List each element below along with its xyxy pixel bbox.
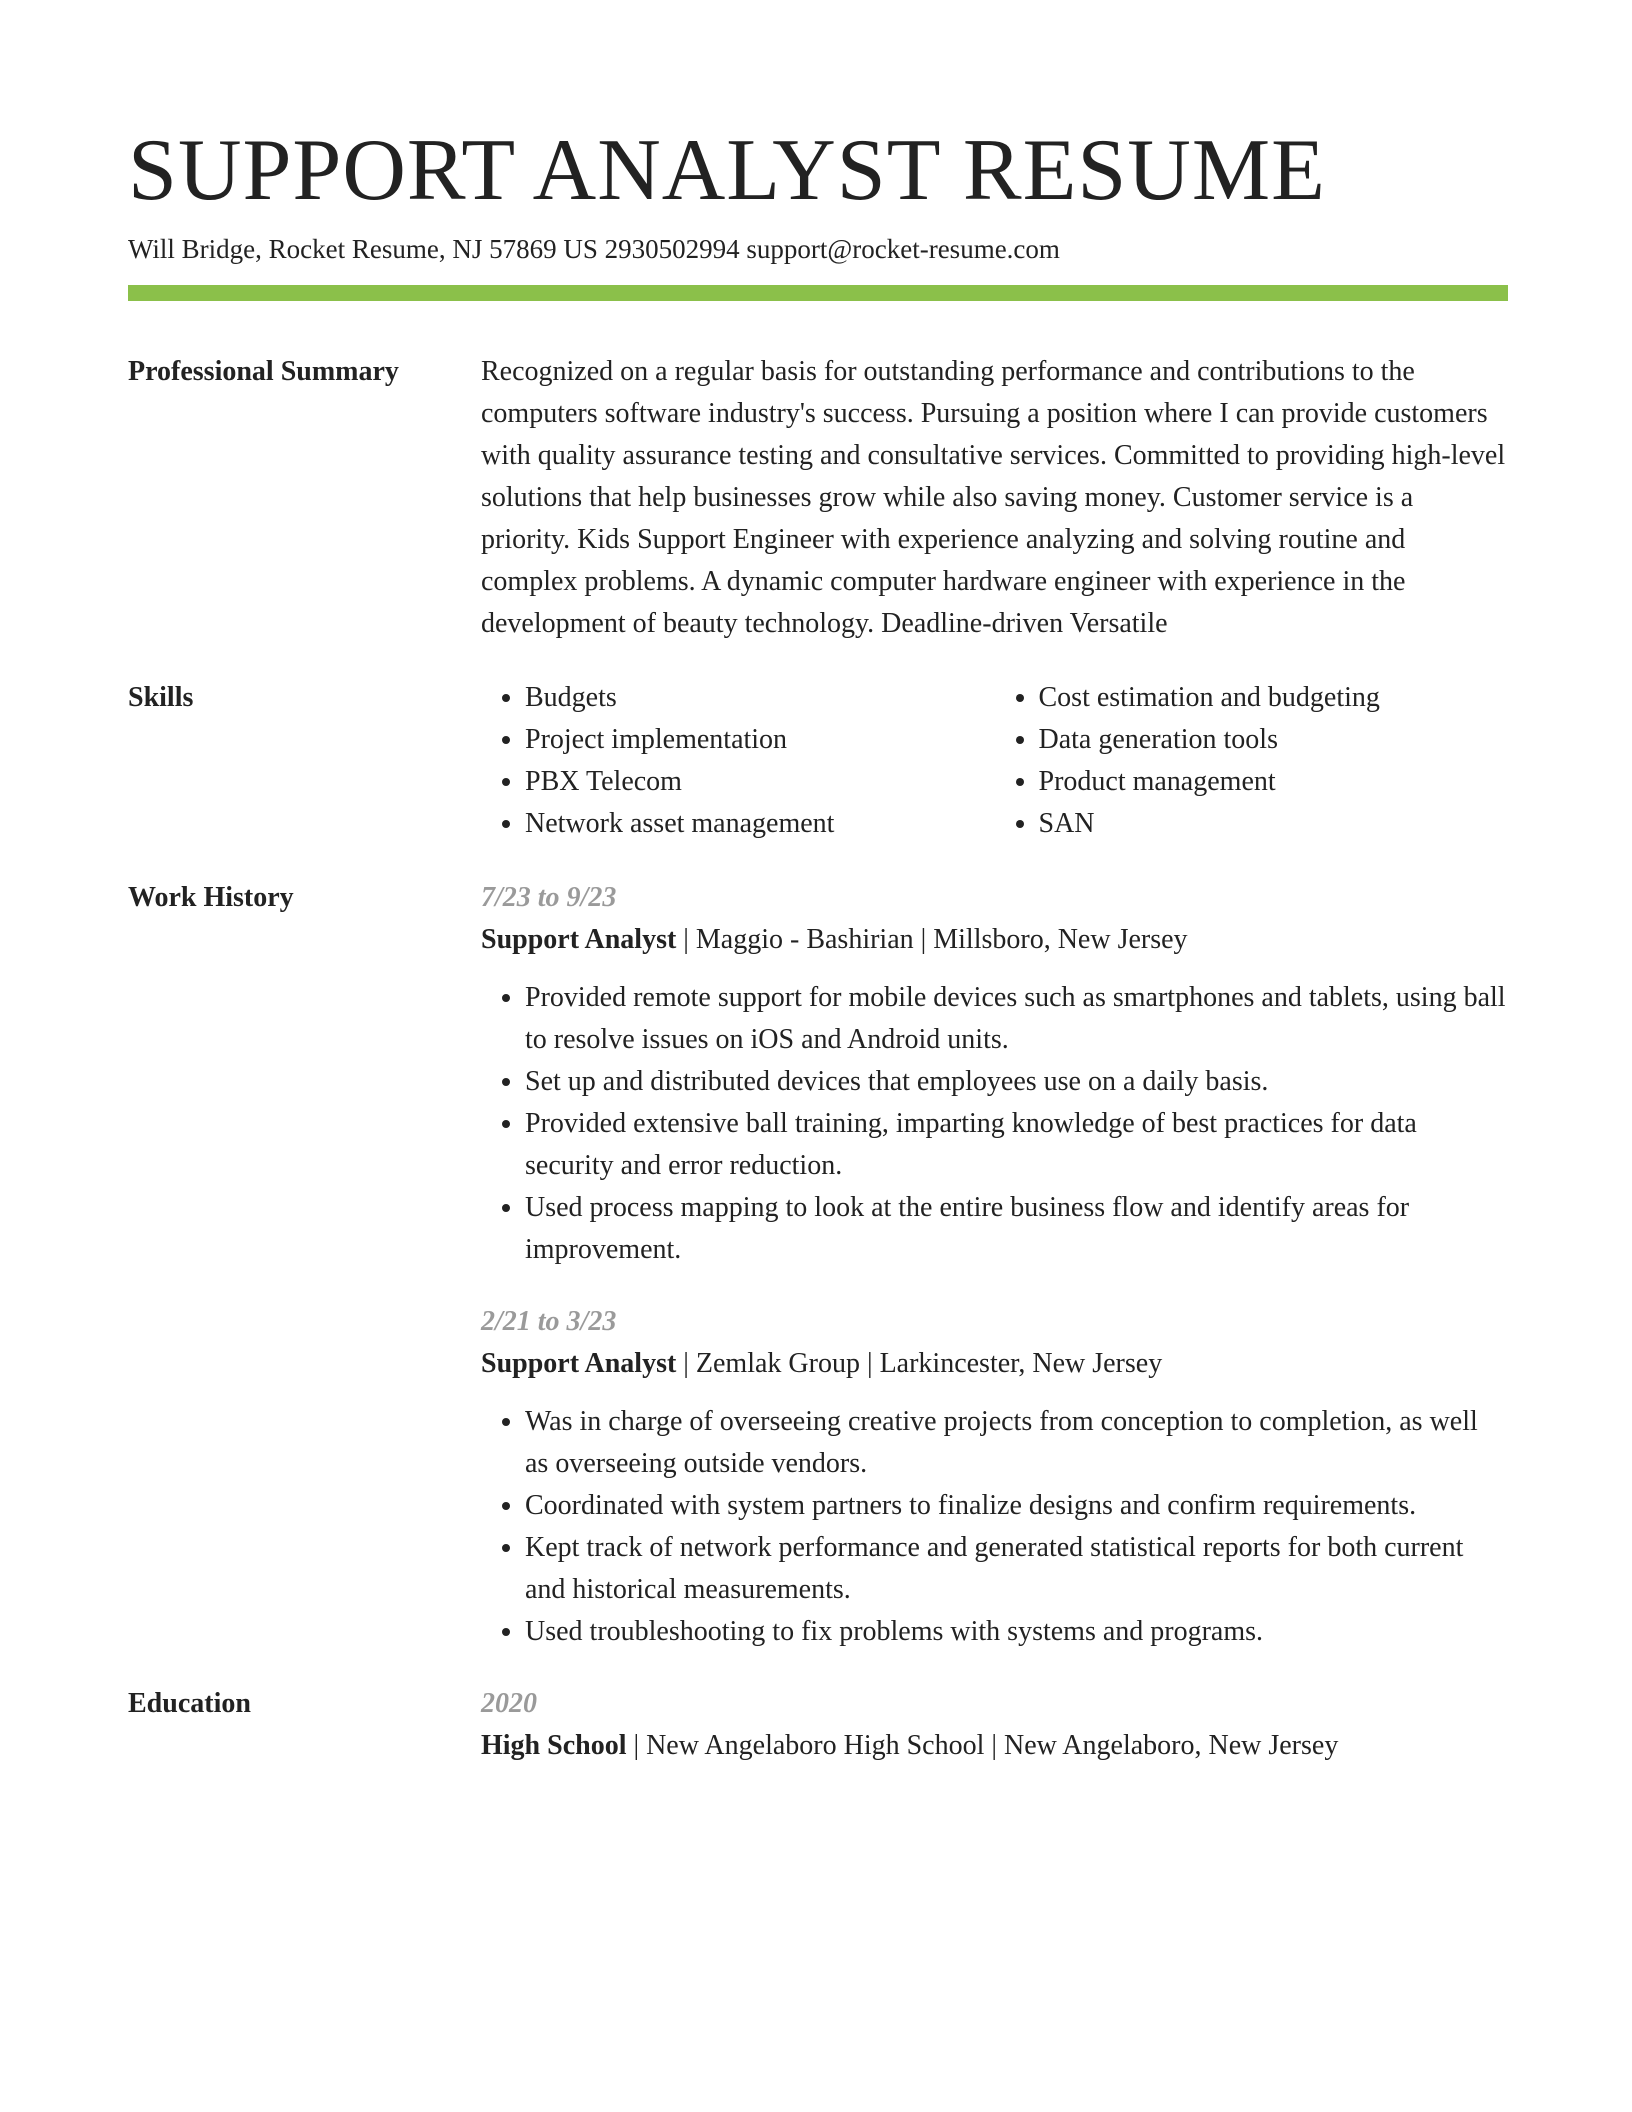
job-bullet: • Was in charge of overseeing creative projects from conception to completion, as well as overseeing outside vendors. — [525, 1401, 1508, 1485]
job-bullets — [481, 977, 1508, 1271]
job-role: Support Analyst — [481, 924, 677, 955]
job-title-line — [481, 919, 1508, 961]
contact-email: support@rocket-resume.com — [746, 234, 1060, 264]
skills-section — [128, 677, 1508, 845]
job-dates: 7/23 to 9/23 — [481, 882, 617, 913]
header-divider — [128, 285, 1508, 301]
job-bullet: • Used troubleshooting to fix problems with systems and programs. — [525, 1611, 1508, 1653]
education-section — [128, 1683, 1508, 1767]
job-details: | Zemlak Group | Larkincester, New Jersey — [676, 1348, 1163, 1379]
contact-phone: 2930502994 — [604, 234, 740, 264]
skills-grid — [481, 677, 1508, 845]
skill-item: • SAN — [1039, 803, 1509, 845]
job-bullet: • Kept track of network performance and generated statistical reports for both current and historical measurements. — [525, 1527, 1508, 1611]
page-title: SUPPORT ANALYST RESUME — [128, 122, 1326, 219]
section-label-summary: Professional Summary — [128, 356, 399, 387]
education-year: 2020 — [481, 1688, 537, 1719]
education-body — [481, 1683, 1508, 1767]
summary-section — [128, 351, 1508, 645]
job-bullet: • Provided extensive ball training, imparting knowledge of best practices for data security and error reduction. — [525, 1103, 1508, 1187]
summary-text: Recognized on a regular basis for outstanding performance and contributions to the computers software industry's success. Pursuing a position where I can provide customers with quality assurance testing and consultative services. Committed to providing high-level solutions that help businesses grow while also saving money. Customer service is a priority. Kids Support Engineer with experience analyzing and solving routine and complex problems. A dynamic computer hardware engineer with experience in the development of beauty technology. Deadline-driven Versatile — [481, 356, 1506, 639]
skill-item: • Cost estimation and budgeting — [1039, 677, 1509, 719]
job-details: | Maggio - Bashirian | Millsboro, New Jersey — [676, 924, 1188, 955]
skill-item: • Project implementation — [525, 719, 995, 761]
section-label-work-history: Work History — [128, 882, 294, 913]
contact-name: Will Bridge, — [128, 234, 262, 264]
skill-item: • PBX Telecom — [525, 761, 995, 803]
section-label-education: Education — [128, 1688, 251, 1719]
education-line — [481, 1725, 1508, 1767]
skill-item: • Product management — [1039, 761, 1509, 803]
job-dates: 2/21 to 3/23 — [481, 1306, 617, 1337]
job-bullet: • Set up and distributed devices that employees use on a daily basis. — [525, 1061, 1508, 1103]
work-history-section — [128, 877, 1508, 1653]
skill-item: • Data generation tools — [1039, 719, 1509, 761]
skills-column-right — [995, 677, 1509, 845]
skill-item: • Budgets — [525, 677, 995, 719]
job-role: Support Analyst — [481, 1348, 677, 1379]
job-entry — [481, 1301, 1508, 1653]
education-details: | New Angelaboro High School | New Angelaboro, New Jersey — [626, 1730, 1339, 1761]
contact-location: Rocket Resume, NJ 57869 US — [268, 234, 598, 264]
job-bullets — [481, 1401, 1508, 1653]
section-label-skills: Skills — [128, 682, 194, 713]
job-entry — [481, 877, 1508, 1271]
skills-body — [481, 677, 1508, 845]
skill-item: • Network asset management — [525, 803, 995, 845]
job-bullet: • Used process mapping to look at the entire business flow and identify areas for improvement. — [525, 1187, 1508, 1271]
resume-page — [128, 118, 1508, 1767]
job-bullet: • Provided remote support for mobile devices such as smartphones and tablets, using ball to resolve issues on iOS and Android units. — [525, 977, 1508, 1061]
skills-column-left — [481, 677, 995, 845]
contact-line — [128, 229, 1508, 269]
job-bullet: • Coordinated with system partners to finalize designs and confirm requirements. — [525, 1485, 1508, 1527]
education-degree: High School — [481, 1730, 627, 1761]
work-history-body — [481, 877, 1508, 1653]
job-title-line — [481, 1343, 1508, 1385]
